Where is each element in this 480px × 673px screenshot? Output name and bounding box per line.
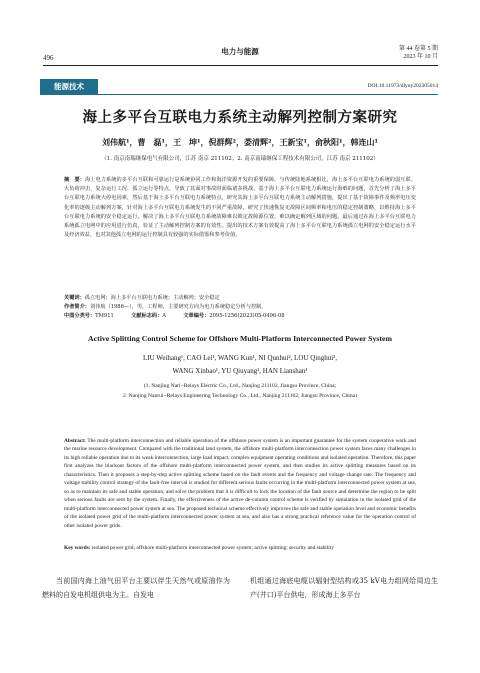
keywords-zh xyxy=(64,294,416,302)
abstract-en xyxy=(64,437,416,530)
keywords-en xyxy=(64,544,416,552)
title-zh: 海上多平台互联电力系统主动解列控制方案研究 xyxy=(82,109,398,126)
affiliation-zh: （1. 南京南瑞继保电气有限公司，江苏 南京 211102；2. 南京南瑞继保工程技术有限公司，江苏 南京 211102） xyxy=(101,156,379,162)
author-bio-text: 刘伟航（1986—），男，工程师，主要研究方向为电力系统稳定分析与控制。 xyxy=(89,304,267,310)
authors-en-line1: LIU Weihang¹, CAO Lei¹, WANG Kun¹, NI Qunhui², LOU Qinghui², xyxy=(143,354,337,362)
affiliation-en-line2: 2. Nanjing Nanrui−Relays Engineering Technology Co., Ltd., Nanjing 211102, Jiangsu Province, China) xyxy=(122,393,358,399)
title-en: Active Splitting Control Scheme for Offshore Multi-Platform Interconnected Power System xyxy=(88,334,392,343)
abstract-en-label: Abstract: xyxy=(64,438,86,444)
authors-zh: 刘伟航¹，曹 磊¹，王 坤¹，倪群辉²，娄清辉²，王新宝¹，俞秋阳¹，韩连山¹ xyxy=(101,137,379,147)
issue-date: 2023 年 10 月 xyxy=(403,54,438,60)
section-rule xyxy=(40,94,438,95)
section-tag: 能源技术 xyxy=(40,79,98,94)
keywords-zh-label: 关键词： xyxy=(64,295,85,301)
body-column-right: 机组通过海底电缆以辐射型结构或35 kV电力组网给周边生产(井口)平台供电，形成海上多平台 xyxy=(250,577,438,599)
author-bio-label: 作者简介： xyxy=(64,304,90,310)
issue-info xyxy=(399,45,438,61)
authors-en-line2: WANG Xinbao¹, YU Qiuyang¹, HAN Lianshan¹ xyxy=(172,367,308,375)
code-label: 文献标志码： xyxy=(131,313,163,319)
header-rule xyxy=(43,65,438,66)
page-number: 496 xyxy=(43,54,54,62)
author-bio xyxy=(64,303,416,311)
doi: DOI:10.11973/dlyny202305014 xyxy=(367,83,438,89)
article-label: 文章编号： xyxy=(183,313,210,319)
abstract-zh-text: 海上电力系统的多平台互联和可靠运行是系统协同工作和海洋资源开发的重要保障，与传统陆地系统相比，海上多平台互联电力系统的弱互联、大负荷冲击、复杂运行工况、孤立运行等特点，导致了其面对事故时面临诸多挑战。基于海上多平台互联电力系统运行海难的问题，首先分析了海上多平台互联电力系统大停电因素，然后基于海上多平台互联电力系统特点，研究其海上多平台互联电力系统主动解列措施，提出了基于故障事件及频率电压变化率的逐级主动解列方案，针对海上多平台互联电力系统发生的不同严重故障，研究了快速恢复无故障区间频率和电压的稳定控制策略，以维持海上多平台互联电力系统的安全稳定运行，解决了海上多平台互联电力系统故障难以锁定故障源位置，难以确定解列区域的问题。最后通过在海上多平台互联电力系统孤立电网中的应用进行仿真，验证了主动解列控制方案的有效性。提出的技术方案有效提高了海上多平台互联电力系统孤立电网的安全稳定运行水平及经济效益，也对其他孤立电网的运行控制具有较强的实际借鉴和参考价值。 xyxy=(64,177,416,239)
keywords-en-text: isolated power grid; offshore multi-platform interconnected power system; active splitting; security and stability xyxy=(91,545,334,551)
journal-name: 电力与能源 xyxy=(221,47,259,56)
code-value: A xyxy=(162,313,167,319)
affiliation-en-line1: (1. Nanjing Nari−Relays Electric Co., Ltd., Nanjing 211102, Jiangsu Province, China; xyxy=(143,383,337,389)
clc-value: TM911 xyxy=(95,313,114,319)
keywords-zh-text: 孤立电网；海上多平台互联电力系统；主动解列；安全稳定 xyxy=(84,295,220,301)
abstract-zh xyxy=(64,176,416,240)
clc-label: 中图分类号： xyxy=(64,313,96,319)
article-value: 2095-1256(2023)05-0496-08 xyxy=(209,313,285,319)
classification xyxy=(64,312,416,320)
body-column-left: 当前国内海上油气田平台主要以伴生天然气或原油作为燃料的自发电机组供电为主。自发电 xyxy=(42,577,230,599)
keywords-en-label: Key words: xyxy=(64,545,91,551)
abstract-en-text: The multi-platform interconnection and reliable operation of the offshore power system is an important guarantee for the system cooperative work and the marine resource development. Compared with the traditional land system, the offshore multi-platform interconnection power system faces many challenges in its high reliable operation due to its weak interconnection, large load impact, complex equipment operating conditions and isolated operation. Therefore, this paper first analyzes the blackout factors of the offshore multi-platform interconnected power system, and then studies its active splitting measures based on its characteristics. Then it proposes a step-by-step active splitting scheme based on the fault events and the frequency and voltage change rate. The frequency and voltage stability control strategy of the fault-free interval is studied for different serious faults occurring in the multi-platform interconnected power system at sea, so as to maintain its safe and stable operation, and solve the problem that it is difficult to lock the location of the fault source and determine the region to be split when serious faults are sent by the system. Finally, the effectiveness of the active de-column control scheme is verified by simulation in the isolated grid of the multi-platform interconnected power system at sea. The proposed technical scheme effectively improves the safe and stable operation level and economic benefits of the isolated power grid of the multi-platform interconnected power system at sea, and also has a strong practical reference value for the operation control of other isolated power grids. xyxy=(64,438,416,529)
abstract-zh-label: 摘 要： xyxy=(64,177,86,183)
volume-issue: 第 44 卷第 5 期 xyxy=(398,46,438,52)
